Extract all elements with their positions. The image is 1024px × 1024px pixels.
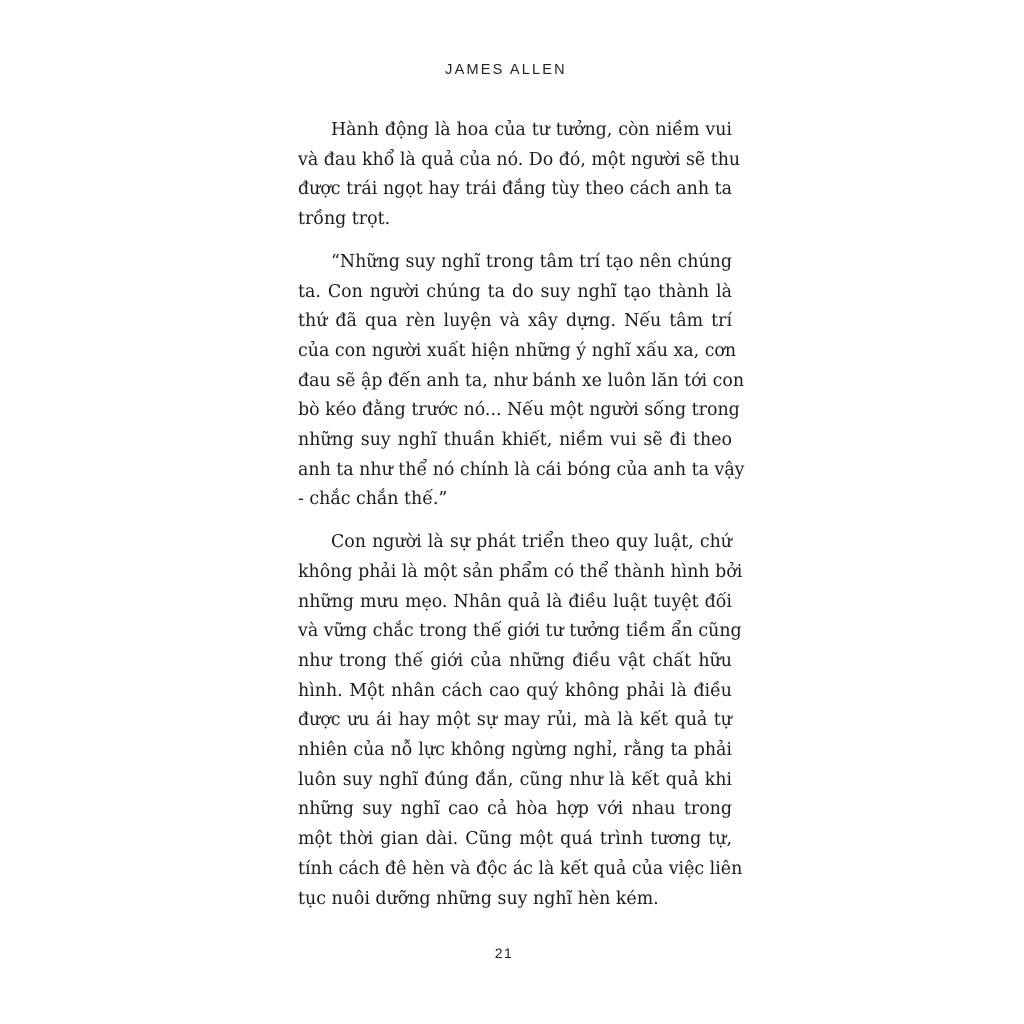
text-line: anh ta như thể nó chính là cái bóng của anh ta vậy (298, 459, 745, 480)
text-line: tính cách đê hèn và độc ác là kết quả của việc liên (298, 858, 743, 879)
body-text (298, 116, 745, 927)
text-line: những suy nghĩ cao cả hòa hợp với nhau trong (298, 799, 732, 820)
paragraph-2 (298, 248, 745, 515)
text-line: và đau khổ là quả của nó. Do đó, một người sẽ thu (298, 149, 741, 170)
running-head-author: JAMES ALLEN (445, 62, 567, 78)
page-number: 21 (494, 945, 514, 961)
paragraph-1 (298, 116, 741, 235)
text-line: như trong thế giới của những điều vật chất hữu (298, 650, 732, 671)
text-line: - chắc chắn thế.” (298, 489, 448, 510)
text-line: ta. Con người chúng ta do suy nghĩ tạo thành là (298, 281, 732, 302)
text-line: thứ đã qua rèn luyện và xây dựng. Nếu tâm trí (298, 311, 732, 332)
text-line: những mưu mẹo. Nhân quả là điều luật tuyệt đối (298, 591, 732, 612)
text-line: đau sẽ ập đến anh ta, như bánh xe luôn lăn tới con (298, 370, 745, 391)
text-line: và vững chắc trong thế giới tư tưởng tiềm ẩn cũng (298, 621, 742, 642)
text-line: luôn suy nghĩ đúng đắn, cũng như là kết quả khi (298, 769, 732, 790)
text-line: được ưu ái hay một sự may rủi, mà là kết quả tự (298, 710, 732, 731)
text-line: hình. Một nhân cách cao quý không phải là điều (298, 680, 732, 701)
text-line: Hành động là hoa của tư tưởng, còn niềm vui (331, 120, 732, 140)
paragraph-3 (298, 528, 743, 914)
text-line: một thời gian dài. Cũng một quá trình tương tự, (298, 829, 732, 850)
text-line: Con người là sự phát triển theo quy luật, chứ (331, 532, 732, 553)
text-line: không phải là một sản phẩm có thể thành hình bởi (298, 561, 743, 582)
text-line: “Những suy nghĩ trong tâm trí tạo nên chúng (331, 251, 732, 272)
text-line: trồng trọt. (298, 209, 391, 230)
text-line: những suy nghĩ thuần khiết, niềm vui sẽ đi theo (298, 430, 732, 451)
text-line: bò kéo đằng trước nó... Nếu một người sống trong (298, 400, 740, 421)
text-line: được trái ngọt hay trái đắng tùy theo cách anh ta (298, 179, 732, 200)
text-line: của con người xuất hiện những ý nghĩ xấu xa, cơn (298, 340, 737, 361)
text-line: tục nuôi dưỡng những suy nghĩ hèn kém. (298, 888, 659, 909)
text-line: nhiên của nỗ lực không ngừng nghỉ, rằng ta phải (298, 740, 732, 761)
